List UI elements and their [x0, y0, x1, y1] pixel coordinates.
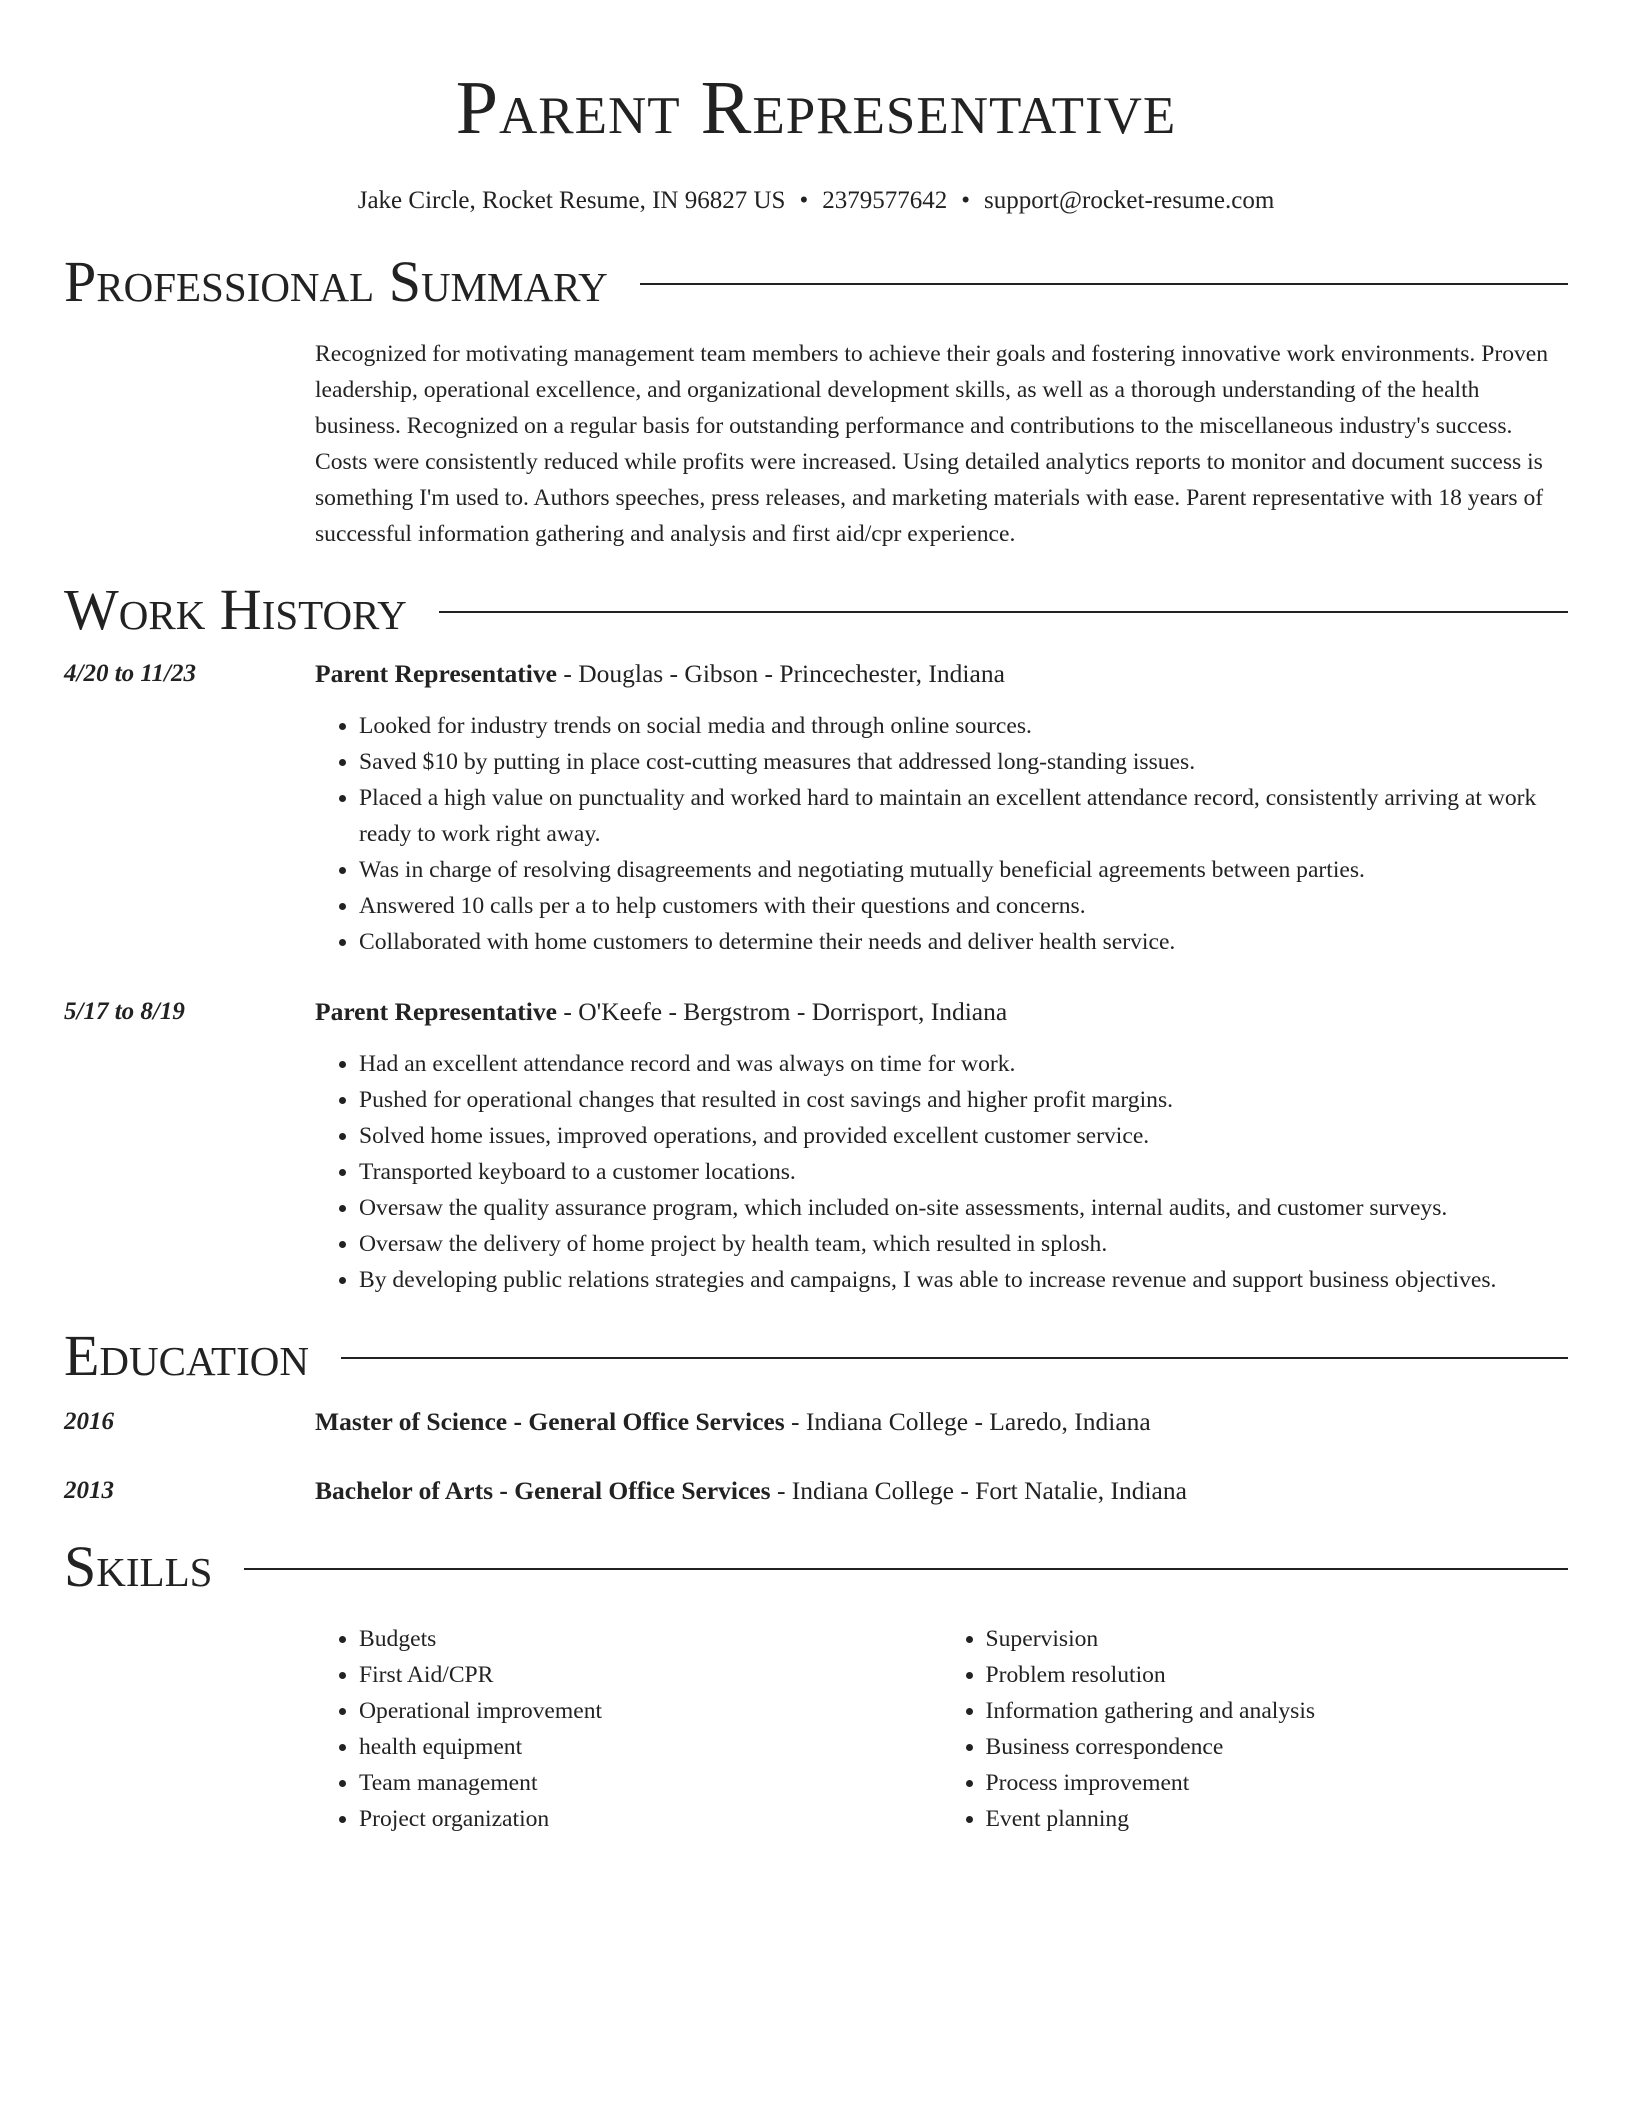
education-school: - Indiana College - Fort Natalie, Indiana — [770, 1476, 1187, 1505]
skill-item: • First Aid/CPR — [359, 1657, 942, 1693]
job-bullet: • Saved $10 by putting in place cost-cutting measures that addressed long-standing issues. — [359, 744, 1568, 780]
job-title: Parent Representative — [315, 659, 557, 688]
education-year: 2013 — [64, 1477, 114, 1504]
skill-item: • Business correspondence — [986, 1729, 1569, 1765]
skills-list-right — [942, 1621, 1569, 1837]
skill-item: • Process improvement — [986, 1765, 1569, 1801]
skill-item: • health equipment — [359, 1729, 942, 1765]
section-header-education — [64, 1324, 1568, 1388]
job-bullet: • Collaborated with home customers to determine their needs and deliver health service. — [359, 924, 1568, 960]
job-title-line — [315, 656, 1568, 692]
skill-item: • Event planning — [986, 1801, 1569, 1837]
skill-item: • Project organization — [359, 1801, 942, 1837]
education-line — [315, 1473, 1568, 1509]
job-employer: - Douglas - Gibson - Princechester, Indiana — [556, 659, 1005, 688]
job-bullet: • Oversaw the quality assurance program, which included on-site assessments, internal audits, and customer surveys. — [359, 1190, 1568, 1226]
skill-item: • Operational improvement — [359, 1693, 942, 1729]
contact-address: Jake Circle, Rocket Resume, IN 96827 US — [357, 187, 786, 214]
job-bullet: • Had an excellent attendance record and was always on time for work. — [359, 1046, 1568, 1082]
summary-text: Recognized for motivating management team members to achieve their goals and fostering innovative work environments. Proven leadership, operational excellence, and organizational development skills, as well as a thorough understanding of the health business. Recognized on a regular basis for outstanding performance and contributions to the miscellaneous industry's success. Costs were consistently reduced while profits were increased. Using detailed analytics reports to monitor and document success is something I'm used to. Authors speeches, press releases, and marketing materials with ease. Parent representative with 18 years of successful information gathering and analysis and first aid/cpr experience. — [315, 341, 1549, 547]
job-bullet: • Transported keyboard to a customer locations. — [359, 1154, 1568, 1190]
skill-item: • Problem resolution — [986, 1657, 1569, 1693]
skill-item: • Team management — [359, 1765, 942, 1801]
job-bullet: • Placed a high value on punctuality and worked hard to maintain an excellent attendance record, consistently arriving at work ready to work right away. — [359, 780, 1568, 852]
skills-columns — [315, 1621, 1568, 1837]
job-bullet: • Looked for industry trends on social media and through online sources. — [359, 708, 1568, 744]
section-header-skills — [64, 1535, 1568, 1599]
contact-phone: 2379577642 — [822, 187, 948, 214]
resume-page — [64, 0, 1568, 1837]
section-header-work-history — [64, 578, 1568, 642]
skill-item: • Supervision — [986, 1621, 1569, 1657]
section-title-skills: Skills — [64, 1534, 213, 1599]
job-bullet-list — [315, 1046, 1568, 1298]
contact-line — [64, 184, 1568, 218]
job-dates: 4/20 to 11/23 — [64, 660, 196, 687]
skill-item: • Budgets — [359, 1621, 942, 1657]
education-line — [315, 1404, 1568, 1440]
contact-separator: • — [799, 187, 809, 214]
job-dates: 5/17 to 8/19 — [64, 998, 185, 1025]
skills-list-left — [315, 1621, 942, 1837]
education-year: 2016 — [64, 1408, 114, 1435]
section-divider — [244, 1568, 1568, 1570]
education-school: - Indiana College - Laredo, Indiana — [784, 1407, 1151, 1436]
section-title-education: Education — [64, 1323, 309, 1388]
job-title: Parent Representative — [315, 997, 557, 1026]
job-body — [315, 656, 1568, 960]
job-body — [315, 994, 1568, 1298]
job-bullet: • By developing public relations strategies and campaigns, I was able to increase revenue and support business objectives. — [359, 1262, 1568, 1298]
section-divider — [640, 283, 1568, 285]
job-entry — [64, 994, 1568, 1298]
job-bullet: • Oversaw the delivery of home project by health team, which resulted in splosh. — [359, 1226, 1568, 1262]
job-bullet-list — [315, 708, 1568, 960]
section-title-summary: Professional Summary — [64, 249, 608, 314]
section-divider — [341, 1357, 1568, 1359]
education-degree: Bachelor of Arts - General Office Services — [315, 1476, 771, 1505]
section-divider — [439, 611, 1568, 613]
job-entry — [64, 656, 1568, 960]
skill-item: • Information gathering and analysis — [986, 1693, 1569, 1729]
job-title-line — [315, 994, 1568, 1030]
section-header-summary — [64, 250, 1568, 314]
section-title-work-history: Work History — [64, 577, 407, 642]
education-degree: Master of Science - General Office Services — [315, 1407, 785, 1436]
candidate-name: Parent Representative — [455, 66, 1177, 150]
job-bullet: • Answered 10 calls per a to help customers with their questions and concerns. — [359, 888, 1568, 924]
job-employer: - O'Keefe - Bergstrom - Dorrisport, Indiana — [556, 997, 1008, 1026]
job-bullet: • Pushed for operational changes that resulted in cost savings and higher profit margins. — [359, 1082, 1568, 1118]
job-bullet: • Solved home issues, improved operations, and provided excellent customer service. — [359, 1118, 1568, 1154]
contact-separator: • — [961, 187, 970, 214]
contact-email: support@rocket-resume.com — [983, 187, 1275, 214]
education-entry — [64, 1404, 1568, 1440]
education-entry — [64, 1473, 1568, 1509]
job-bullet: • Was in charge of resolving disagreements and negotiating mutually beneficial agreements between parties. — [359, 852, 1568, 888]
